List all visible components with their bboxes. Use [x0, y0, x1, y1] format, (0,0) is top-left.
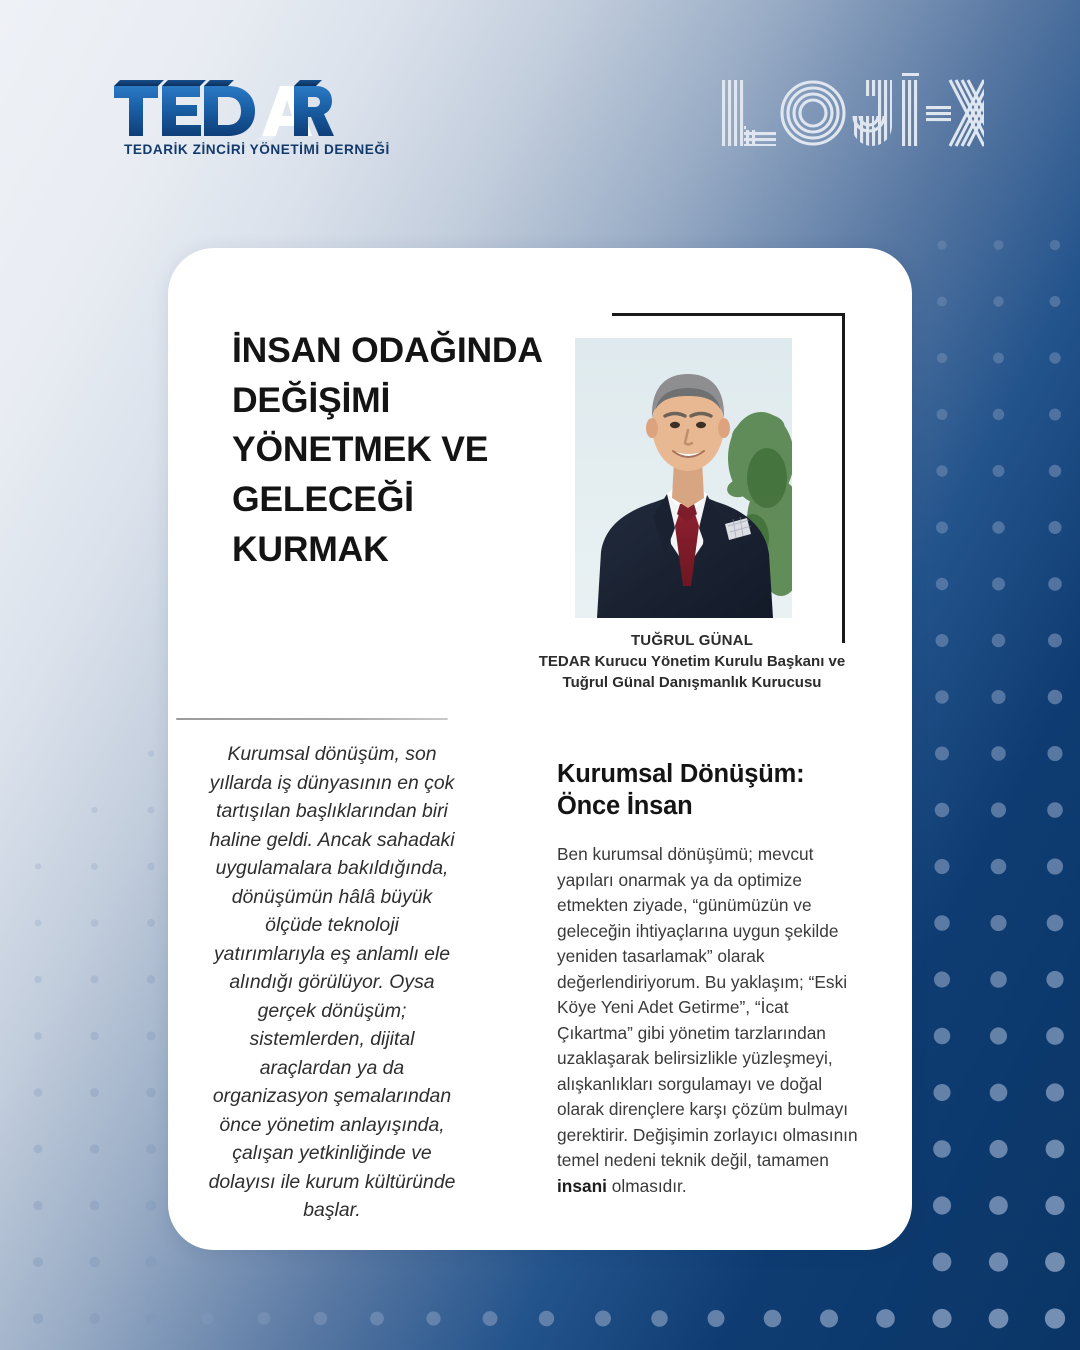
portrait-photo: [575, 338, 792, 618]
body-text-after: olmasıdır.: [606, 1175, 687, 1196]
body-paragraph: [557, 842, 863, 1199]
tedar-wordmark-icon: [112, 78, 338, 142]
caption-name: TUĞRUL GÜNAL: [630, 632, 754, 649]
lojix-logo: [716, 72, 984, 156]
article-card: [168, 248, 912, 1250]
photo-caption: [537, 630, 847, 693]
portrait-block: [575, 313, 845, 653]
section-heading: Kurumsal Dönüşüm: Önce İnsan: [557, 760, 805, 821]
body-text-emphasis: insani: [557, 1175, 607, 1196]
lede-paragraph: Kurumsal dönüşüm, son yıllarda iş dünyasının en çok tartışılan başlıklarından biri haline geldi. Ancak sahadaki uygulamalara bakıldığında, dönüşümün hâlâ büyük ölçüde teknoloji yatırımlarıyla eş anlamlı ele alındığı görülüyor. Oysa gerçek dönüşüm; sistemlerden, dijital araçlardan ya da organizasyon şemalarından önce yönetim anlayışında, çalışan yetkinliğinde ve dolayısı ile kurum kültüründe başlar.: [208, 743, 456, 1222]
tedar-tagline: TEDARİK ZİNCİRİ YÖNETİMİ DERNEĞİ: [124, 142, 390, 157]
caption-title: TEDAR Kurucu Yönetim Kurulu Başkanı ve Tuğrul Günal Danışmanlık Kurucusu: [538, 653, 846, 691]
body-text-before: Ben kurumsal dönüşümü; mevcut yapıları onarmak ya da optimize etmekten ziyade, “günümüzün ve geleceğin ihtiyaçlarına uygun şekilde yeniden tasarlamak” olarak değerlendiriyorum. Bu yaklaşım; “Eski Köye Yeni Adet Getirme”, “İcat Çıkartma” gibi yönetim tarzlarından uzaklaşarak belirsizlikle yüzleşmeyi, alışkanlıkları sorgulamayı ve doğal olarak dirençlere karşı çözüm bulmayı gerektirir. Değişimin zorlayıcı olmasının temel nedeni teknik değil, tamamen: [557, 844, 858, 1170]
tedar-logo: [112, 78, 390, 160]
section-divider: [176, 718, 448, 720]
lojix-wordmark-icon: [716, 72, 984, 156]
page-title: İNSAN ODAĞINDA DEĞİŞİMİ YÖNETMEK VE GELECEĞİ KURMAK: [232, 330, 542, 569]
